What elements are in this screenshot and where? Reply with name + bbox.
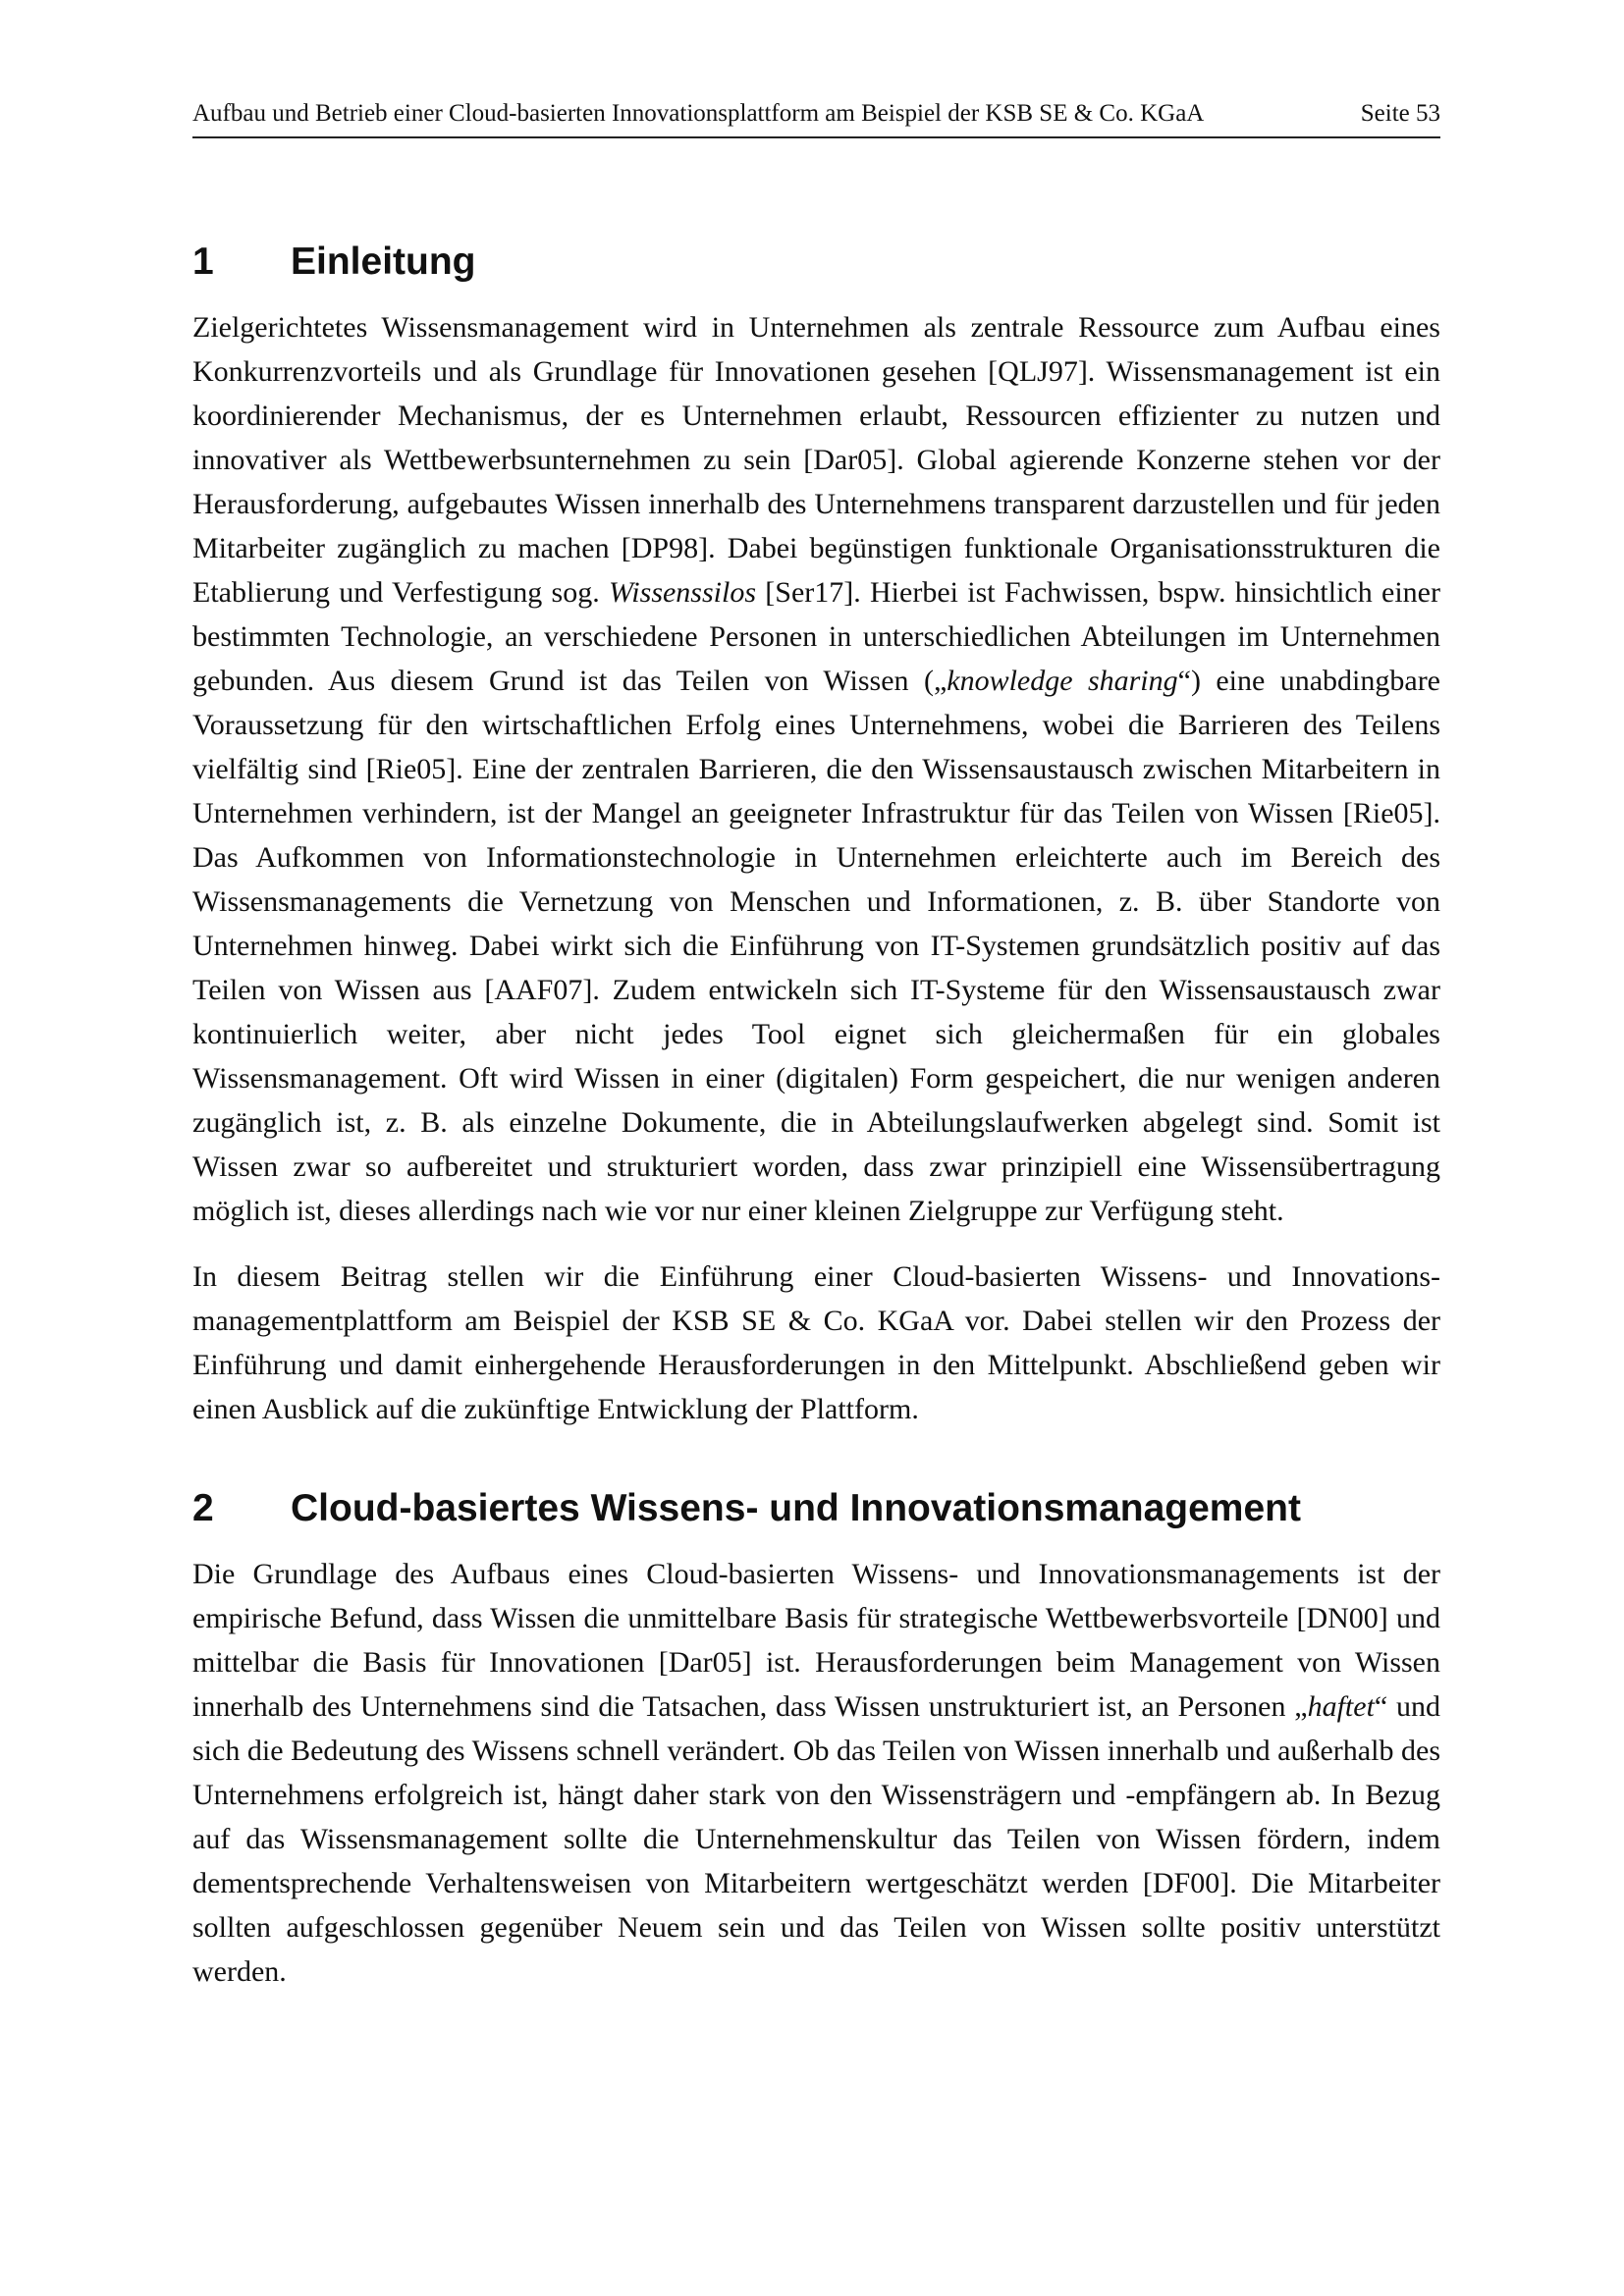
section-title: Cloud-basiertes Wissens- und Innovationsmanagement [291,1487,1301,1529]
section-heading [192,1485,1440,1532]
page-number: Seite 53 [1360,100,1440,127]
paragraph [192,305,1440,1233]
section-title: Einleitung [291,240,476,283]
section-einleitung [192,239,1440,1431]
text-run: Zielgerichtetes Wissensmanagement wird in Unternehmen als zentrale Ressource zum Aufbau eines Konkurrenzvorteils und als Grundlage für Innovationen gesehen [QLJ97]. Wissensmanagement ist ein koordinierender Mechanismus, der es Unternehmen erlaubt, Ressourcen effizienter zu nutzen und innovativer als Wettbewerbsunternehmen zu sein [Dar05]. Global agierende Konzerne stehen vor der Herausforderung, aufgebautes Wissen innerhalb des Unternehmens transparent darzustellen und für jeden Mitarbeiter zugänglich zu machen [DP98]. Dabei begünstigen funktionale Organisationsstrukturen die Etablierung und Verfestigung sog. [192,311,1440,609]
text-run: Die Grundlage des Aufbaus eines Cloud-basierten Wissens- und Innovationsmanagements ist der empirische Befund, dass Wissen die unmittelbare Basis für strategische Wettbewerbsvorteile [DN00] und mittelbar die Basis für Innovationen [Dar05] ist. Herausforderungen beim Management von Wissen innerhalb des Unternehmens sind die Tatsachen, dass Wissen unstrukturiert ist, an Personen „ [192,1558,1440,1723]
text-run: In diesem Beitrag stellen wir die Einführung einer Cloud-basierten Wissens- und Innovationsmanagementplattform am Beispiel der KSB SE & Co. KGaA vor. Dabei stellen wir den Prozess der Einführung und damit einhergehende Herausforderungen in den Mittelpunkt. Abschließend geben wir einen Ausblick auf die zukünftige Entwicklung der Plattform. [192,1260,1440,1425]
text-run-italic: haftet [1307,1690,1375,1723]
paragraph [192,1255,1440,1431]
page [192,98,1440,1994]
text-run: “) eine unabdingbare Voraussetzung für den wirtschaftlichen Erfolg eines Unternehmens, wobei die Barrieren des Teilens vielfältig sind [Rie05]. Eine der zentralen Barrieren, die den Wissensaustausch zwischen Mitarbeitern in Unternehmen verhindern, ist der Mangel an geeigneter Infrastruktur für das Teilen von Wissen [Rie05]. Das Aufkommen von Informationstechnologie in Unternehmen erleichterte auch im Bereich des Wissensmanagements die Vernetzung von Menschen und Informationen, z. B. über Standorte von Unternehmen hinweg. Dabei wirkt sich die Einführung von IT-Systemen grundsätzlich positiv auf das Teilen von Wissen aus [AAF07]. Zudem entwickeln sich IT-Systeme für den Wissensaustausch zwar kontinuierlich weiter, aber nicht jedes Tool eignet sich gleichermaßen für ein globales Wissensmanagement. Oft wird Wissen in einer (digitalen) Form gespeichert, die nur wenigen anderen zugänglich ist, z. B. als einzelne Dokumente, die in Abteilungslaufwerken abgelegt sind. Somit ist Wissen zwar so aufbereitet und strukturiert worden, dass zwar prinzipiell eine Wissensübertragung möglich ist, dieses allerdings nach wie vor nur einer kleinen Zielgruppe zur Verfügung steht. [192,665,1441,1227]
running-header-title: Aufbau und Betrieb einer Cloud-basierten Innovationsplattform am Beispiel der KSB SE & Co. KGaA [192,100,1205,127]
section-heading [192,239,1440,286]
text-run: “ und sich die Bedeutung des Wissens schnell verändert. Ob das Teilen von Wissen innerhalb und außerhalb des Unternehmens erfolgreich ist, hängt daher stark von den Wissensträgern und -empfängern ab. In Bezug auf das Wissensmanagement sollte die Unternehmenskultur das Teilen von Wissen fördern, indem dementsprechende Verhaltensweisen von Mitarbeitern wertgeschätzt werden [DF00]. Die Mitarbeiter sollten aufgeschlossen gegenüber Neuem sein und das Teilen von Wissen sollte positiv unterstützt werden. [192,1690,1440,1988]
section-cloud-wissensmanagement [192,1485,1440,1994]
running-header [192,98,1440,138]
section-number: 1 [192,240,214,283]
text-run: [Ser17]. Hierbei ist Fachwissen, bspw. hinsichtlich einer bestimmten Technologie, an verschiedene Personen in unterschiedlichen Abteilungen im Unternehmen gebunden. Aus diesem Grund ist das Teilen von Wissen („ [192,576,1440,697]
text-run-italic: knowledge sharing [947,665,1178,697]
text-run-italic: Wissenssilos [608,576,756,609]
paragraph [192,1552,1440,1994]
section-number: 2 [192,1487,214,1529]
